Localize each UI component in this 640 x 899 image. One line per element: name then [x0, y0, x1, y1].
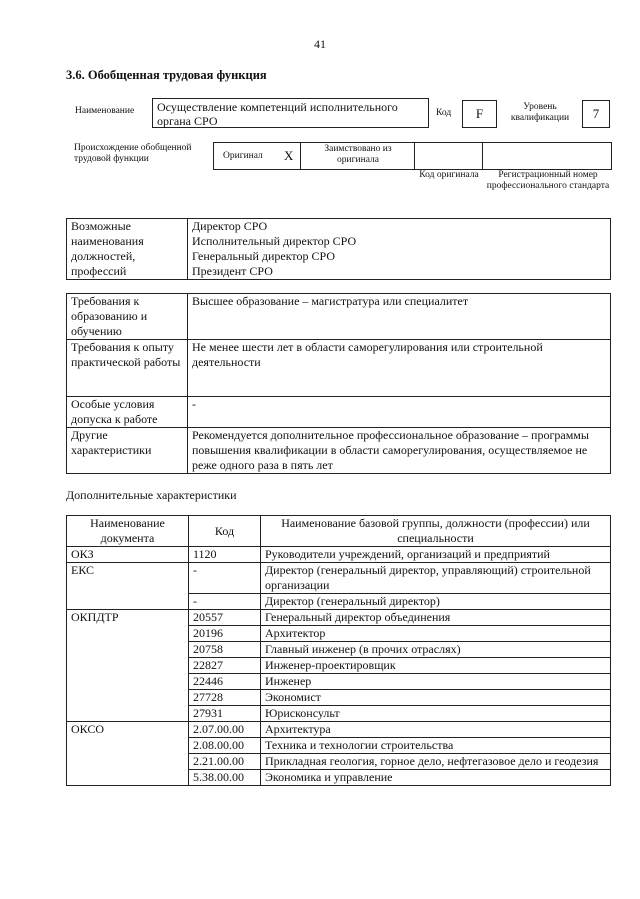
row-code: 20557 [189, 610, 261, 626]
row-name: Инженер-проектировщик [261, 658, 611, 674]
reg-number-box [482, 142, 612, 170]
position-item: Исполнительный директор СРО [192, 234, 357, 248]
origin-label: Происхождение обобщенной трудовой функции [74, 143, 192, 165]
row-code: 20196 [189, 626, 261, 642]
row-name: Директор (генеральный директор) [261, 594, 611, 610]
req-value-education: Высшее образование – магистратура или специалитет [188, 294, 611, 340]
table-row [67, 610, 611, 626]
row-name: Архитектура [261, 722, 611, 738]
req-value-experience: Не менее шести лет в области саморегулирования или строительной деятельности [188, 340, 611, 397]
col-header-doc: Наименование документа [67, 516, 189, 547]
row-name: Инженер [261, 674, 611, 690]
row-code: - [189, 563, 261, 594]
positions-list [188, 219, 611, 280]
row-name: Юрисконсульт [261, 706, 611, 722]
req-value-other: Рекомендуется дополнительное профессиональное образование – программы повышения квалификации в области саморегулирования, осуществляемое не реже одного раза в пять лет [188, 428, 611, 474]
original-label: Оригинал [223, 151, 263, 161]
table-row [67, 563, 611, 594]
function-name: Осуществление компетенций исполнительного органа СРО [152, 98, 429, 128]
row-doc: ОКСО [67, 722, 189, 786]
row-code: 27931 [189, 706, 261, 722]
section-title: 3.6. Обобщенная трудовая функция [66, 68, 267, 82]
row-code: 2.08.00.00 [189, 738, 261, 754]
row-name: Директор (генеральный директор, управляющий) строительной организации [261, 563, 611, 594]
positions-label: Возможные наименования должностей, профессий [67, 219, 188, 280]
position-item: Директор СРО [192, 219, 268, 233]
row-name: Архитектор [261, 626, 611, 642]
row-code: 5.38.00.00 [189, 770, 261, 786]
req-label-experience: Требования к опыту практической работы [67, 340, 188, 397]
position-item: Президент СРО [192, 264, 273, 278]
page-number: 41 [314, 37, 326, 51]
original-mark: X [284, 148, 294, 163]
original-code-box [414, 142, 483, 170]
positions-table [66, 218, 611, 280]
row-name: Прикладная геология, горное дело, нефтегазовое дело и геодезия [261, 754, 611, 770]
code-label: Код [436, 108, 452, 118]
additional-title: Дополнительные характеристики [66, 488, 237, 502]
row-code: 2.07.00.00 [189, 722, 261, 738]
req-label-special: Особые условия допуска к работе [67, 397, 188, 428]
row-name: Генеральный директор объединения [261, 610, 611, 626]
name-label: Наименование [75, 106, 135, 116]
row-code: 27728 [189, 690, 261, 706]
additional-table [66, 515, 611, 786]
req-value-special: - [188, 397, 611, 428]
row-code: 22446 [189, 674, 261, 690]
row-code: - [189, 594, 261, 610]
level-value: 7 [582, 100, 610, 128]
level-label: Уровень квалификации [510, 102, 570, 124]
code-orig-caption: Код оригинала [419, 170, 479, 180]
requirements-table [66, 293, 611, 474]
row-code: 2.21.00.00 [189, 754, 261, 770]
row-name: Экономика и управление [261, 770, 611, 786]
reg-number-caption: Регистрационный номер профессионального стандарта [486, 170, 610, 192]
col-header-code: Код [189, 516, 261, 547]
req-label-education: Требования к образованию и обучению [67, 294, 188, 340]
row-code: 20758 [189, 642, 261, 658]
table-row [67, 547, 611, 563]
row-name: Экономист [261, 690, 611, 706]
row-doc: ЕКС [67, 563, 189, 610]
row-code: 22827 [189, 658, 261, 674]
row-name: Руководители учреждений, организаций и предприятий [261, 547, 611, 563]
req-label-other: Другие характеристики [67, 428, 188, 474]
position-item: Генеральный директор СРО [192, 249, 335, 263]
table-row [67, 722, 611, 738]
code-value: F [462, 100, 497, 128]
row-name: Главный инженер (в прочих отраслях) [261, 642, 611, 658]
borrowed-label: Заимствовано из оригинала [324, 144, 392, 166]
row-doc: ОКПДТР [67, 610, 189, 722]
row-doc: ОКЗ [67, 547, 189, 563]
col-header-name: Наименование базовой группы, должности (профессии) или специальности [261, 516, 611, 547]
row-code: 1120 [189, 547, 261, 563]
row-name: Техника и технологии строительства [261, 738, 611, 754]
